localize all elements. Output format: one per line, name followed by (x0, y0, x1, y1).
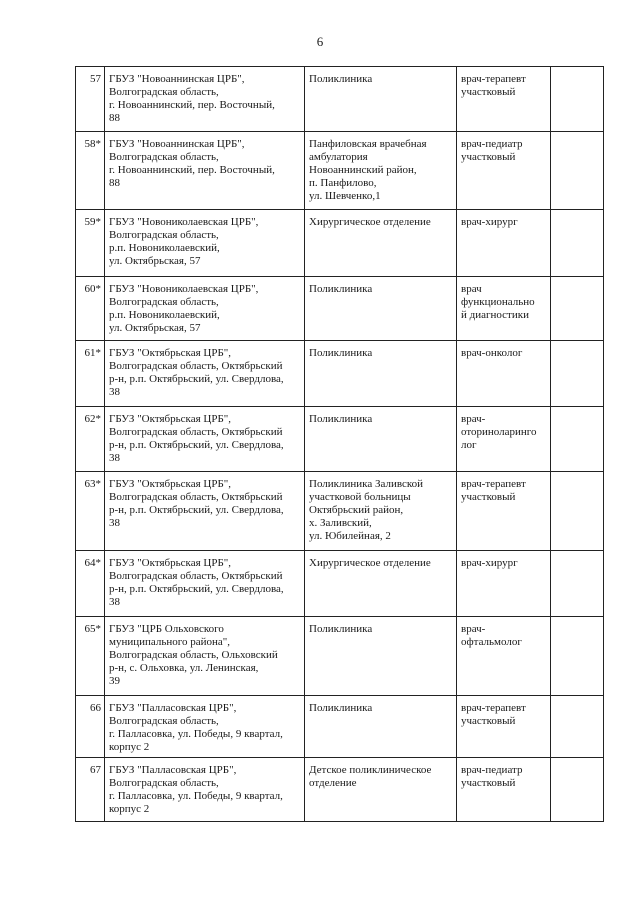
extra-cell (551, 472, 604, 551)
department-cell: Поликлиника Заливской участковой больницы Октябрьский район, х. Заливский, ул. Юбилейная, 2 (305, 472, 457, 551)
department-cell: Панфиловская врачебная амбулатория Новоаннинский район, п. Панфилово, ул. Шевченко,1 (305, 132, 457, 210)
department-cell: Поликлиника (305, 617, 457, 696)
position-cell: врач-педиатр участковый (457, 132, 551, 210)
organization-cell: ГБУЗ "Новониколаевская ЦРБ", Волгоградская область, р.п. Новониколаевский, ул. Октябрьская, 57 (105, 277, 305, 341)
position-cell: врач-онколог (457, 341, 551, 407)
table-row (76, 341, 604, 407)
extra-cell (551, 758, 604, 822)
department-cell: Хирургическое отделение (305, 551, 457, 617)
position-cell: врач- оториноларинго лог (457, 407, 551, 472)
table-row (76, 67, 604, 132)
extra-cell (551, 132, 604, 210)
department-cell: Поликлиника (305, 407, 457, 472)
position-cell: врач-хирург (457, 551, 551, 617)
table-row (76, 132, 604, 210)
table-row (76, 277, 604, 341)
position-cell: врач- офтальмолог (457, 617, 551, 696)
row-number: 65* (76, 617, 105, 696)
extra-cell (551, 617, 604, 696)
vacancy-table (75, 66, 604, 822)
position-cell: врач-хирург (457, 210, 551, 277)
position-cell: врач-терапевт участковый (457, 696, 551, 758)
organization-cell: ГБУЗ "Октябрьская ЦРБ", Волгоградская область, Октябрьский р-н, р.п. Октябрьский, ул. Свердлова, 38 (105, 472, 305, 551)
table-row (76, 696, 604, 758)
organization-cell: ГБУЗ "Новоаннинская ЦРБ", Волгоградская область, г. Новоаннинский, пер. Восточный, 88 (105, 67, 305, 132)
table-row (76, 551, 604, 617)
extra-cell (551, 210, 604, 277)
row-number: 62* (76, 407, 105, 472)
organization-cell: ГБУЗ "Палласовская ЦРБ", Волгоградская область, г. Палласовка, ул. Победы, 9 квартал, корпус 2 (105, 696, 305, 758)
extra-cell (551, 696, 604, 758)
row-number: 59* (76, 210, 105, 277)
extra-cell (551, 551, 604, 617)
department-cell: Хирургическое отделение (305, 210, 457, 277)
organization-cell: ГБУЗ "Октябрьская ЦРБ", Волгоградская область, Октябрьский р-н, р.п. Октябрьский, ул. Свердлова, 38 (105, 407, 305, 472)
page-number: 6 (316, 34, 324, 49)
extra-cell (551, 277, 604, 341)
row-number: 64* (76, 551, 105, 617)
organization-cell: ГБУЗ "ЦРБ Ольховского муниципального района", Волгоградская область, Ольховский р-н, с. Ольховка, ул. Ленинская, 39 (105, 617, 305, 696)
department-cell: Поликлиника (305, 696, 457, 758)
extra-cell (551, 407, 604, 472)
position-cell: врач-терапевт участковый (457, 472, 551, 551)
organization-cell: ГБУЗ "Октябрьская ЦРБ", Волгоградская область, Октябрьский р-н, р.п. Октябрьский, ул. Свердлова, 38 (105, 551, 305, 617)
position-cell: врач функционально й диагностики (457, 277, 551, 341)
table-row (76, 617, 604, 696)
table-row (76, 758, 604, 822)
organization-cell: ГБУЗ "Октябрьская ЦРБ", Волгоградская область, Октябрьский р-н, р.п. Октябрьский, ул. Свердлова, 38 (105, 341, 305, 407)
row-number: 61* (76, 341, 105, 407)
row-number: 60* (76, 277, 105, 341)
row-number: 58* (76, 132, 105, 210)
department-cell: Поликлиника (305, 277, 457, 341)
extra-cell (551, 341, 604, 407)
position-cell: врач-терапевт участковый (457, 67, 551, 132)
organization-cell: ГБУЗ "Новоаннинская ЦРБ", Волгоградская область, г. Новоаннинский, пер. Восточный, 88 (105, 132, 305, 210)
position-cell: врач-педиатр участковый (457, 758, 551, 822)
row-number: 63* (76, 472, 105, 551)
department-cell: Поликлиника (305, 341, 457, 407)
row-number: 67 (76, 758, 105, 822)
table-row (76, 407, 604, 472)
organization-cell: ГБУЗ "Новониколаевская ЦРБ", Волгоградская область, р.п. Новониколаевский, ул. Октябрьская, 57 (105, 210, 305, 277)
row-number: 57 (76, 67, 105, 132)
row-number: 66 (76, 696, 105, 758)
table-row (76, 472, 604, 551)
organization-cell: ГБУЗ "Палласовская ЦРБ", Волгоградская область, г. Палласовка, ул. Победы, 9 квартал, корпус 2 (105, 758, 305, 822)
department-cell: Детское поликлиническое отделение (305, 758, 457, 822)
table-row (76, 210, 604, 277)
extra-cell (551, 67, 604, 132)
department-cell: Поликлиника (305, 67, 457, 132)
